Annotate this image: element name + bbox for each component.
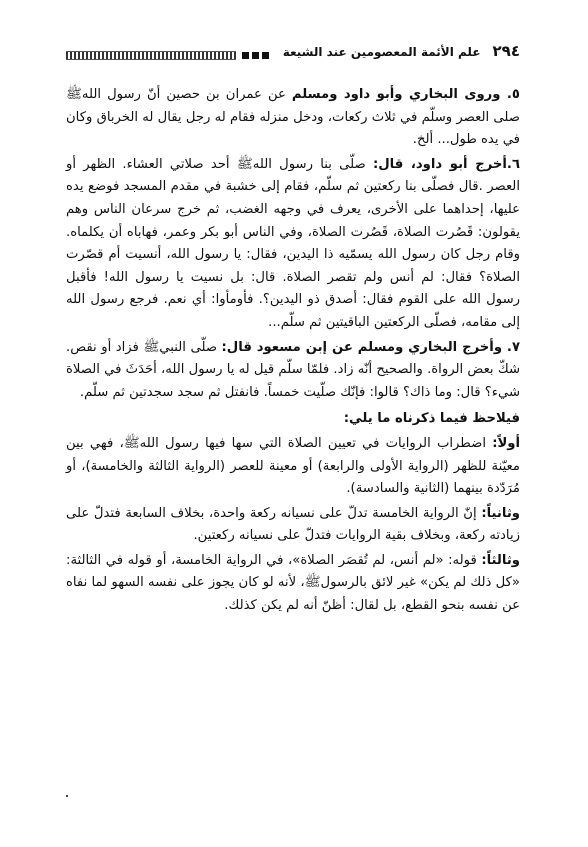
square-icon	[242, 52, 249, 59]
section-heading: فيلاحظ فيما ذكرناه ما يلي:	[343, 411, 520, 427]
point-text: قوله: «لم أنس، لم تُقصَر الصلاة»، في الرواية الخامسة، أو قوله في الثالثة: «كل ذلك لم يكن» غير لائق بالرسولﷺ، لأنه لو كان يجوز على نفسه السهو لما نفاه عن نفسه بنحو القطع، بل لقال: أظنّ أنه لم يكن كذلك.	[66, 552, 520, 614]
point-lead: أولاً:	[492, 435, 520, 451]
running-title: علم الأئمة المعصومين عند الشيعة	[282, 45, 481, 59]
page-header	[66, 34, 520, 60]
narration-7	[66, 337, 520, 405]
point-second	[66, 503, 520, 548]
square-icon	[262, 52, 269, 59]
point-text: اضطراب الروايات في تعيين الصلاة التي سها فيها رسول اللهﷺ، فهي بين معيّنة للظهر (الرواية الأولى والرابعة) أو معينة للعصر (الرواية الثالثة والخامسة)، أو مُرَدّدة بينهما (الثانية والسادسة).	[66, 435, 520, 497]
narration-lead: ٦.أخرج أبو داود، قال:	[372, 156, 521, 172]
header-ornament	[66, 51, 269, 60]
point-third	[66, 550, 520, 618]
narration-lead: ٧. وأخرج البخاري ومسلم عن إبن مسعود قال:	[221, 339, 520, 355]
narration-text: صلّى النبيﷺ فزاد أو نقص. شكّ بعض الرواة. والصحيح أنّه زاد. فلمّا سلّم قيل له يا رسول الله، أحَدَثَ في الصلاة شيء؟ قال: وما ذاك؟ قالوا: فإنّك صلّيت خمساً. فانفتل ثم سجد سجدتين ثم سلّم.	[66, 339, 520, 400]
squares-ornament	[242, 52, 269, 59]
narration-text: عن عمران بن حصين أنّ رسول اللهﷺ صلى العصر وسلّم في ثلاث ركعات، ودخل منزله فقام له رجل يقال له الخرباق وكان في يده طول... ألخ.	[66, 87, 520, 148]
narration-text: صلّى بنا رسول اللهﷺ أحد صلاتي العشاء. الظهر أو العصر .قال فصلّى بنا ركعتين ثم سلّم، فقام إلى خشبة في مقدم المسجد فوضع يده عليها، إحداهما على الأخرى، يعرف في وجهه الغضب، ثم خرج سرعان الناس وهم يقولون: قَصُرت الصلاة، قَصُرت الصلاة، وفي الناس أبو بكر وعمر، فهاباه أن يكلماه. وقام رجل كان رسول الله يسمّيه ذا اليدين، فقال: يا رسول الله، أنسيت أم قصّرت الصلاة؟ فقال: لم أنس ولم تقصر الصلاة. قال: بل نسيت يا رسول الله! فأقبل رسول الله على القوم فقال: أصدق ذو اليدين؟. فأومأوا: أي نعم. فرجع رسول الله إلى مقامه، فصلّى الركعتين الباقيتين ثم سلّم...	[66, 156, 520, 330]
header-right	[283, 42, 520, 60]
page-number: ٢٩٤	[492, 42, 520, 60]
page-speck	[66, 795, 68, 797]
hatched-bar-ornament	[66, 51, 236, 60]
point-lead: وثانياً:	[481, 505, 520, 521]
narration-5	[66, 84, 520, 152]
narration-lead: ٥. وروى البخاري وأبو داود ومسلم	[291, 87, 520, 102]
point-lead: وثالثاً:	[481, 552, 520, 568]
point-first	[66, 433, 520, 501]
page-body	[66, 84, 520, 618]
square-icon	[252, 52, 259, 59]
narration-6	[66, 154, 520, 335]
point-text: إنّ الرواية الخامسة تدلّ على نسيانه ركعة واحدة، بخلاف السابعة فتدلّ على زيادته ركعة، وبخلاف بقية الروايات فتدلّ على نسيانه ركعتين.	[66, 505, 520, 544]
